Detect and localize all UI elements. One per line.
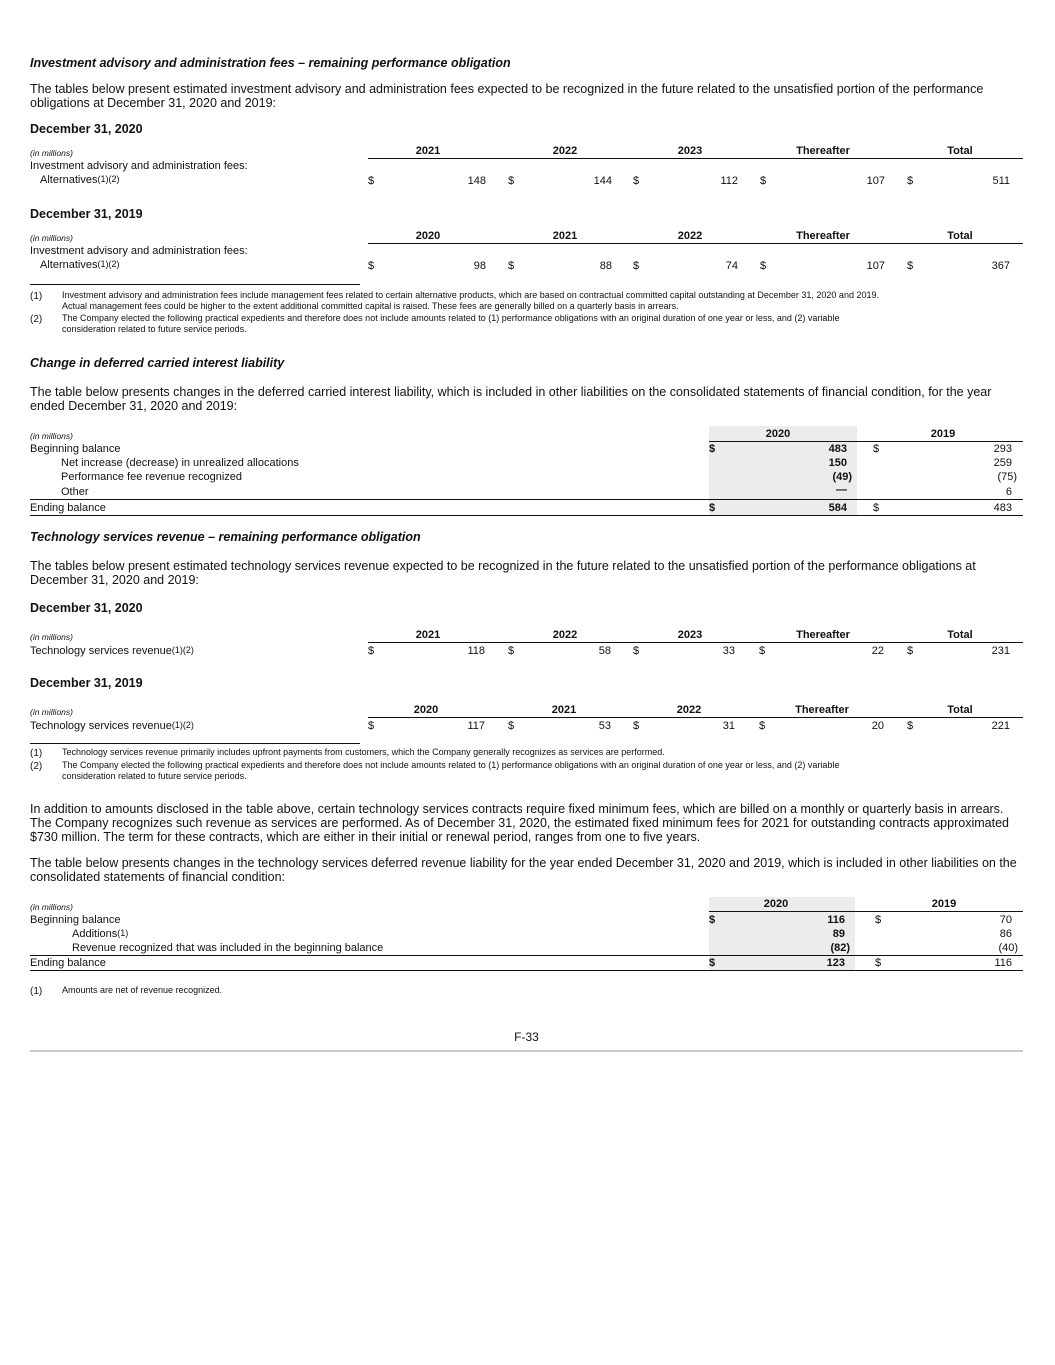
header-rule	[368, 158, 1023, 159]
row-label: Net increase (decrease) in unrealized allocations	[61, 457, 299, 469]
section-intro-carried-interest: The table below presents changes in the deferred carried interest liability, which is included in other liabilities on the consolidated statements of financial condition, for the year ended December 31, 2020 and 2019:	[30, 385, 992, 413]
currency-symbol: $	[633, 645, 640, 657]
row-group-label: Investment advisory and administration fees:	[30, 160, 248, 172]
footer-rule	[30, 1050, 1023, 1052]
column-header: 2022	[552, 145, 578, 157]
column-header: Thereafter	[796, 145, 850, 157]
table-cell-value: 116	[994, 957, 1012, 969]
currency-symbol: $	[907, 175, 914, 187]
table-cell-value: (75)	[997, 471, 1017, 483]
table-cell-value: 231	[991, 645, 1010, 657]
section-heading-technology-services: Technology services revenue – remaining performance obligation	[30, 530, 421, 544]
column-header: 2020	[413, 704, 439, 716]
table-date-heading: December 31, 2019	[30, 207, 143, 221]
bottom-rule	[30, 970, 1023, 971]
column-header: 2020	[765, 428, 791, 440]
header-rule	[709, 911, 1023, 912]
column-header: Thereafter	[796, 230, 850, 242]
row-label: Technology services revenue$^{(1)(2)}$	[30, 645, 194, 657]
table-cell-value: 98	[473, 260, 486, 272]
column-header: 2021	[552, 230, 578, 242]
currency-symbol: $	[875, 957, 882, 969]
table-cell-value: 118	[467, 645, 485, 657]
header-rule	[709, 441, 1023, 442]
table-cell-value: 20	[871, 720, 884, 732]
table-cell-value: 53	[598, 720, 611, 732]
table-cell-value: 86	[999, 928, 1012, 940]
footnote-text: The Company elected the following practical expedients and therefore does not include amounts related to (1) performance obligations with an original duration of one year or less, and (2) variable	[62, 760, 840, 770]
section-intro-technology-services: The tables below present estimated technology services revenue expected to be recognized in the future related to the unsatisfied portion of the performance obligations at December 31, 2020 and 2019:	[30, 559, 976, 587]
table-cell-value: 33	[722, 645, 735, 657]
section-heading-carried-interest: Change in deferred carried interest liability	[30, 356, 285, 370]
currency-symbol: $	[907, 260, 914, 272]
row-label: Revenue recognized that was included in the beginning balance	[72, 942, 384, 954]
row-label: Beginning balance	[30, 914, 121, 926]
column-header: Total	[947, 230, 973, 242]
column-header: 2019	[930, 428, 956, 440]
table-cell-value: 123	[826, 957, 845, 969]
currency-symbol: $	[368, 175, 375, 187]
footnote-mark: (2)	[30, 314, 43, 325]
table-date-heading: December 31, 2020	[30, 601, 143, 615]
table-date-heading: December 31, 2019	[30, 676, 143, 690]
unit-label: (in millions)	[30, 707, 73, 717]
paragraph-deferred-revenue-intro: The table below presents changes in the technology services deferred revenue liability for the year ended December 31, 2020 and 2019, which is included in other liabilities on the consolidated statements of financial condition:	[30, 856, 1017, 884]
currency-symbol: $	[508, 720, 515, 732]
table-date-heading: December 31, 2020	[30, 122, 143, 136]
unit-label: (in millions)	[30, 148, 73, 158]
currency-symbol: $	[368, 720, 375, 732]
table-cell-value: 74	[725, 260, 738, 272]
currency-symbol: $	[760, 175, 767, 187]
table-cell-value: 144	[593, 175, 612, 187]
footnote-text: The Company elected the following practical expedients and therefore does not include amounts related to (1) performance obligations with an original duration of one year or less, and (2) variable	[62, 313, 840, 323]
section-heading-investment-fees: Investment advisory and administration fees – remaining performance obligation	[30, 56, 511, 70]
table-cell-value: 112	[720, 175, 738, 187]
table-cell-value: 148	[467, 175, 486, 187]
total-rule	[30, 955, 1023, 956]
currency-symbol: $	[759, 645, 766, 657]
footnote-text: Actual management fees could be higher to the extent additional committed capital is raised. These fees are generally billed on a quarterly basis in arrears.	[62, 301, 679, 311]
column-header: Thereafter	[795, 704, 849, 716]
column-header: 2021	[415, 629, 441, 641]
footnote-text: Investment advisory and administration fees include management fees related to certain alternative products, which are based on contractual committed capital outstanding at December 31, 2020 and 2019.	[62, 290, 879, 300]
currency-symbol: $	[709, 502, 716, 514]
table-cell-value: 221	[991, 720, 1010, 732]
header-rule	[368, 642, 1023, 643]
footnote-mark: (1)	[30, 986, 43, 997]
column-header: 2020	[763, 898, 789, 910]
total-rule	[30, 499, 1023, 500]
currency-symbol: $	[709, 957, 716, 969]
column-header: 2023	[677, 145, 703, 157]
currency-symbol: $	[633, 260, 640, 272]
table-cell-value: 88	[599, 260, 612, 272]
table-cell-value: (40)	[998, 942, 1018, 954]
header-rule	[368, 717, 1023, 718]
column-header: 2020	[415, 230, 441, 242]
table-cell-value: 89	[832, 928, 845, 940]
row-group-label: Investment advisory and administration fees:	[30, 245, 248, 257]
currency-symbol: $	[907, 645, 914, 657]
paragraph-fixed-minimum-fees: In addition to amounts disclosed in the table above, certain technology services contracts require fixed minimum fees, which are billed on a monthly or quarterly basis in arrears. The Company recognizes such revenue as services are performed. As of December 31, 2020, the estimated fixed minimum fees for 2021 for outstanding contracts approximated $730 million. The term for these contracts, which are either in their initial or renewal period, ranges from one to five years.	[30, 802, 1009, 844]
footnote-separator	[30, 284, 360, 285]
table-cell-value: 367	[991, 260, 1010, 272]
currency-symbol: $	[873, 502, 880, 514]
column-header: 2023	[677, 629, 703, 641]
table-cell-value: 31	[722, 720, 735, 732]
section-intro-investment-fees: The tables below present estimated investment advisory and administration fees expected to be recognized in the future related to the unsatisfied portion of the performance obligations at December 31, 2020 and 2019:	[30, 82, 984, 110]
unit-label: (in millions)	[30, 233, 73, 243]
table-cell-value: 6	[1005, 486, 1012, 498]
column-header: 2022	[676, 704, 702, 716]
footnote-text: consideration related to future service periods.	[62, 771, 247, 781]
row-label: Alternatives$^{(1)(2)}$	[40, 174, 120, 186]
header-rule	[368, 243, 1023, 244]
currency-symbol: $	[508, 175, 515, 187]
table-cell-value: 58	[598, 645, 611, 657]
column-header: Total	[947, 704, 973, 716]
column-header: 2021	[551, 704, 577, 716]
table-cell-value: 483	[828, 443, 847, 455]
row-label: Ending balance	[30, 502, 106, 514]
currency-symbol: $	[709, 914, 716, 926]
table-cell-value: 259	[993, 457, 1012, 469]
row-label: Other	[61, 486, 89, 498]
row-label: Alternatives$^{(1)(2)}$	[40, 259, 120, 271]
currency-symbol: $	[368, 260, 375, 272]
table-cell-value: 70	[999, 914, 1012, 926]
column-header: 2022	[552, 629, 578, 641]
unit-label: (in millions)	[30, 632, 73, 642]
column-header: Total	[947, 629, 973, 641]
table-cell-value: 584	[828, 502, 847, 514]
row-label: Beginning balance	[30, 443, 121, 455]
table-cell-value: (82)	[830, 942, 850, 954]
currency-symbol: $	[508, 260, 515, 272]
row-label: Technology services revenue$^{(1)(2)}$	[30, 720, 194, 732]
footnote-mark: (2)	[30, 761, 43, 772]
currency-symbol: $	[760, 260, 767, 272]
footnote-separator	[30, 743, 360, 744]
row-label: Additions$^{(1)}$	[72, 928, 129, 940]
table-cell-value: 22	[871, 645, 884, 657]
table-cell-value: 150	[828, 457, 847, 469]
table-cell-value: 483	[993, 502, 1012, 514]
currency-symbol: $	[759, 720, 766, 732]
table-cell-value: 293	[993, 443, 1012, 455]
table-cell-value: —	[836, 484, 847, 496]
footnote-text: Amounts are net of revenue recognized.	[62, 985, 223, 995]
column-header: Total	[947, 145, 973, 157]
footnote-mark: (1)	[30, 291, 43, 302]
column-header: 2019	[931, 898, 957, 910]
currency-symbol: $	[633, 175, 640, 187]
column-header: 2022	[677, 230, 703, 242]
table-cell-value: 511	[992, 175, 1010, 187]
currency-symbol: $	[709, 443, 716, 455]
column-header: 2021	[415, 145, 441, 157]
page-number: F-33	[514, 1030, 539, 1044]
row-label: Performance fee revenue recognized	[61, 471, 242, 483]
currency-symbol: $	[368, 645, 375, 657]
table-cell-value: 107	[866, 175, 885, 187]
table-cell-value: (49)	[832, 471, 852, 483]
unit-label: (in millions)	[30, 431, 73, 441]
footnote-text: consideration related to future service periods.	[62, 324, 247, 334]
row-label: Ending balance	[30, 957, 106, 969]
footnote-mark: (1)	[30, 748, 43, 759]
currency-symbol: $	[875, 914, 882, 926]
table-cell-value: 117	[467, 720, 485, 732]
currency-symbol: $	[633, 720, 640, 732]
currency-symbol: $	[873, 443, 880, 455]
table-cell-value: 107	[866, 260, 885, 272]
currency-symbol: $	[907, 720, 914, 732]
currency-symbol: $	[508, 645, 515, 657]
footnote-text: Technology services revenue primarily includes upfront payments from customers, which the Company generally recognizes as services are performed.	[62, 747, 665, 757]
bottom-rule	[30, 515, 1023, 516]
table-cell-value: 116	[827, 914, 845, 926]
column-header: Thereafter	[796, 629, 850, 641]
unit-label: (in millions)	[30, 902, 73, 912]
